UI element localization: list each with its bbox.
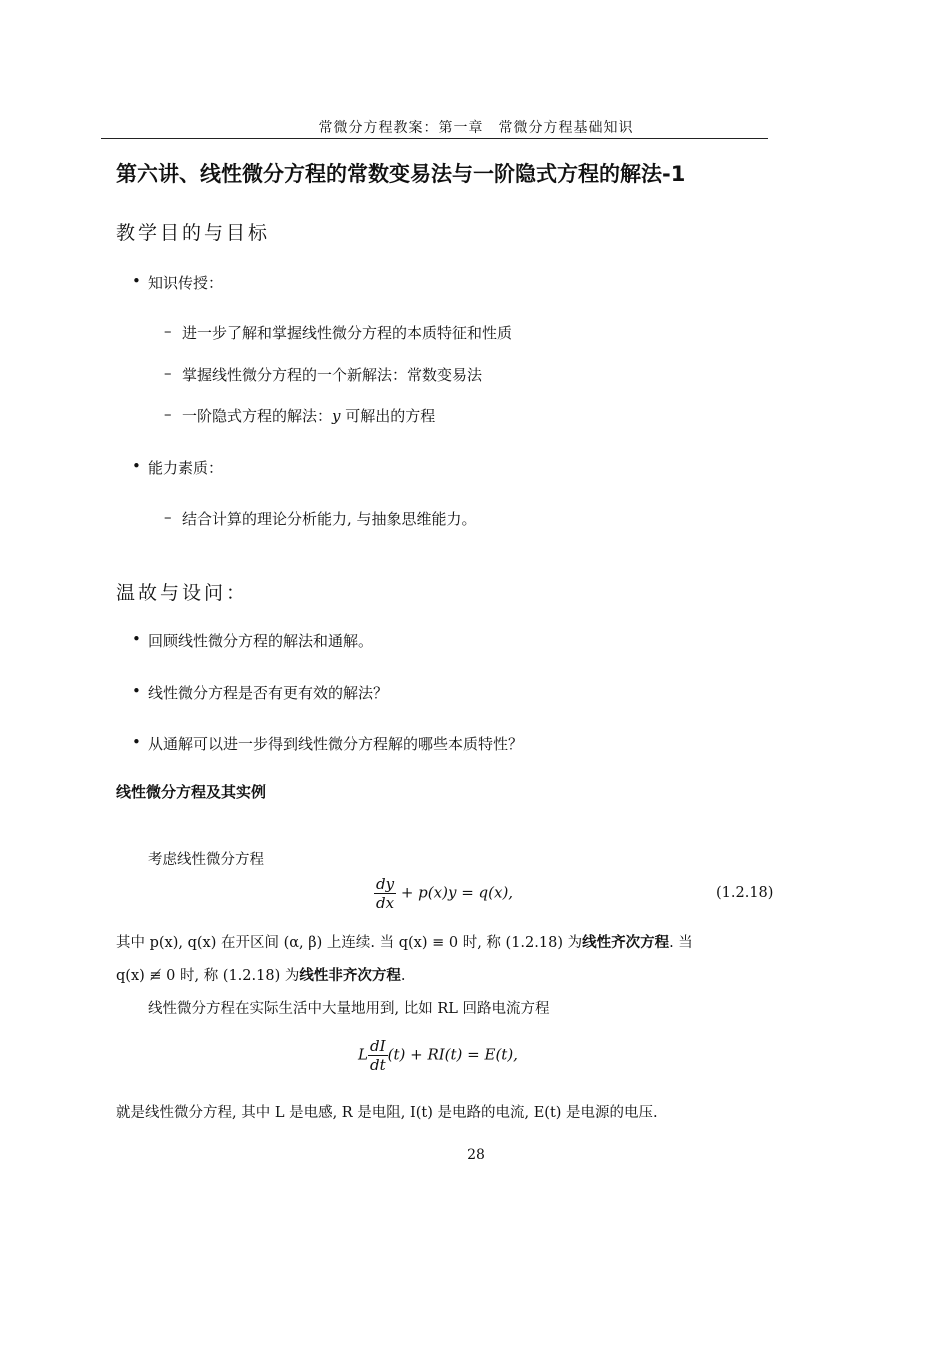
fraction-denominator: dx: [376, 894, 395, 912]
dash-mark: –: [164, 508, 172, 526]
paragraph-definition-line2: [116, 964, 405, 985]
definition-text: 其中 p(x), q(x) 在开区间 (α, β) 上连续. 当 q(x) ≡ 0 时, 称 (1.2.18) 为: [116, 935, 583, 951]
knowledge-item-text: 掌握线性微分方程的一个新解法：常数变易法: [182, 366, 483, 384]
subsection-title: 线性微分方程及其实例: [116, 783, 267, 801]
definition-text: q(x) ≢ 0 时, 称 (1.2.18) 为: [116, 968, 300, 984]
paragraph-rl-circuit: 线性微分方程在实际生活中大量地用到, 比如 RL 回路电流方程: [148, 1001, 550, 1017]
bullet-ability: [132, 457, 224, 478]
equation-rl-circuit: [358, 1037, 518, 1074]
math-var-y: y: [332, 407, 341, 425]
definition-text-tail: .: [400, 968, 406, 984]
bullet-dot: •: [132, 733, 141, 751]
paragraph-explanation: 就是线性微分方程, 其中 L 是电感, R 是电阻, I(t) 是电路的电流, E(t) 是电源的电压.: [116, 1105, 658, 1121]
section-heading-review: 温故与设问：: [116, 582, 249, 604]
knowledge-item-3: [164, 405, 436, 426]
header-rule: [101, 138, 768, 139]
review-item-text: 回顾线性微分方程的解法和通解。: [148, 632, 374, 650]
review-item-text: 线性微分方程是否有更有效的解法？: [148, 684, 389, 702]
fraction-dy-dx: [374, 875, 396, 912]
knowledge-item-1: [164, 322, 513, 343]
bullet-dot: •: [132, 272, 141, 290]
review-item-text: 从通解可以进一步得到线性微分方程解的哪些本质特性？: [148, 735, 524, 753]
dash-mark: –: [164, 405, 172, 423]
fraction-denominator: dt: [369, 1056, 386, 1074]
dash-mark: –: [164, 322, 172, 340]
bullet-dot: •: [132, 682, 141, 700]
knowledge-item-text: 一阶隐式方程的解法：: [182, 407, 333, 425]
lecture-title: 第六讲、线性微分方程的常数变易法与一阶隐式方程的解法-1: [116, 162, 686, 186]
fraction-dI-dt: [368, 1037, 388, 1074]
section-heading-goals: 教学目的与目标: [116, 222, 271, 244]
bullet-dot: •: [132, 457, 141, 475]
running-header: 常微分方程教案：第一章 常微分方程基础知识: [318, 120, 634, 136]
term-nonhomogeneous: 线性非齐次方程: [299, 968, 401, 984]
review-item-2: [132, 682, 389, 703]
equation-inductance: L: [358, 1045, 368, 1064]
ability-item-text: 结合计算的理论分析能力, 与抽象思维能力。: [182, 510, 477, 528]
paragraph-definition-line1: [116, 931, 693, 952]
paragraph-intro: 考虑线性微分方程: [148, 852, 264, 868]
equation-rhs: + p(x)y = q(x),: [396, 883, 514, 902]
bullet-ability-label: 能力素质：: [148, 459, 224, 477]
ability-item-1: [164, 508, 477, 529]
knowledge-item-tail: 可解出的方程: [340, 407, 436, 425]
definition-text-tail: . 当: [669, 935, 693, 951]
equation-1-2-18: [374, 875, 513, 912]
term-homogeneous: 线性齐次方程: [582, 935, 670, 951]
page-number: 28: [467, 1147, 485, 1163]
knowledge-item-2: [164, 364, 483, 385]
equation-rhs: (t) + RI(t) = E(t),: [387, 1045, 518, 1064]
fraction-numerator: dy: [376, 875, 395, 893]
equation-tag: (1.2.18): [716, 885, 774, 901]
dash-mark: –: [164, 364, 172, 382]
knowledge-item-text: 进一步了解和掌握线性微分方程的本质特征和性质: [182, 324, 513, 342]
review-item-1: [132, 630, 374, 651]
fraction-numerator: dI: [368, 1037, 388, 1056]
bullet-knowledge: [132, 272, 224, 293]
bullet-knowledge-label: 知识传授：: [148, 274, 224, 292]
review-item-3: [132, 733, 524, 754]
bullet-dot: •: [132, 630, 141, 648]
